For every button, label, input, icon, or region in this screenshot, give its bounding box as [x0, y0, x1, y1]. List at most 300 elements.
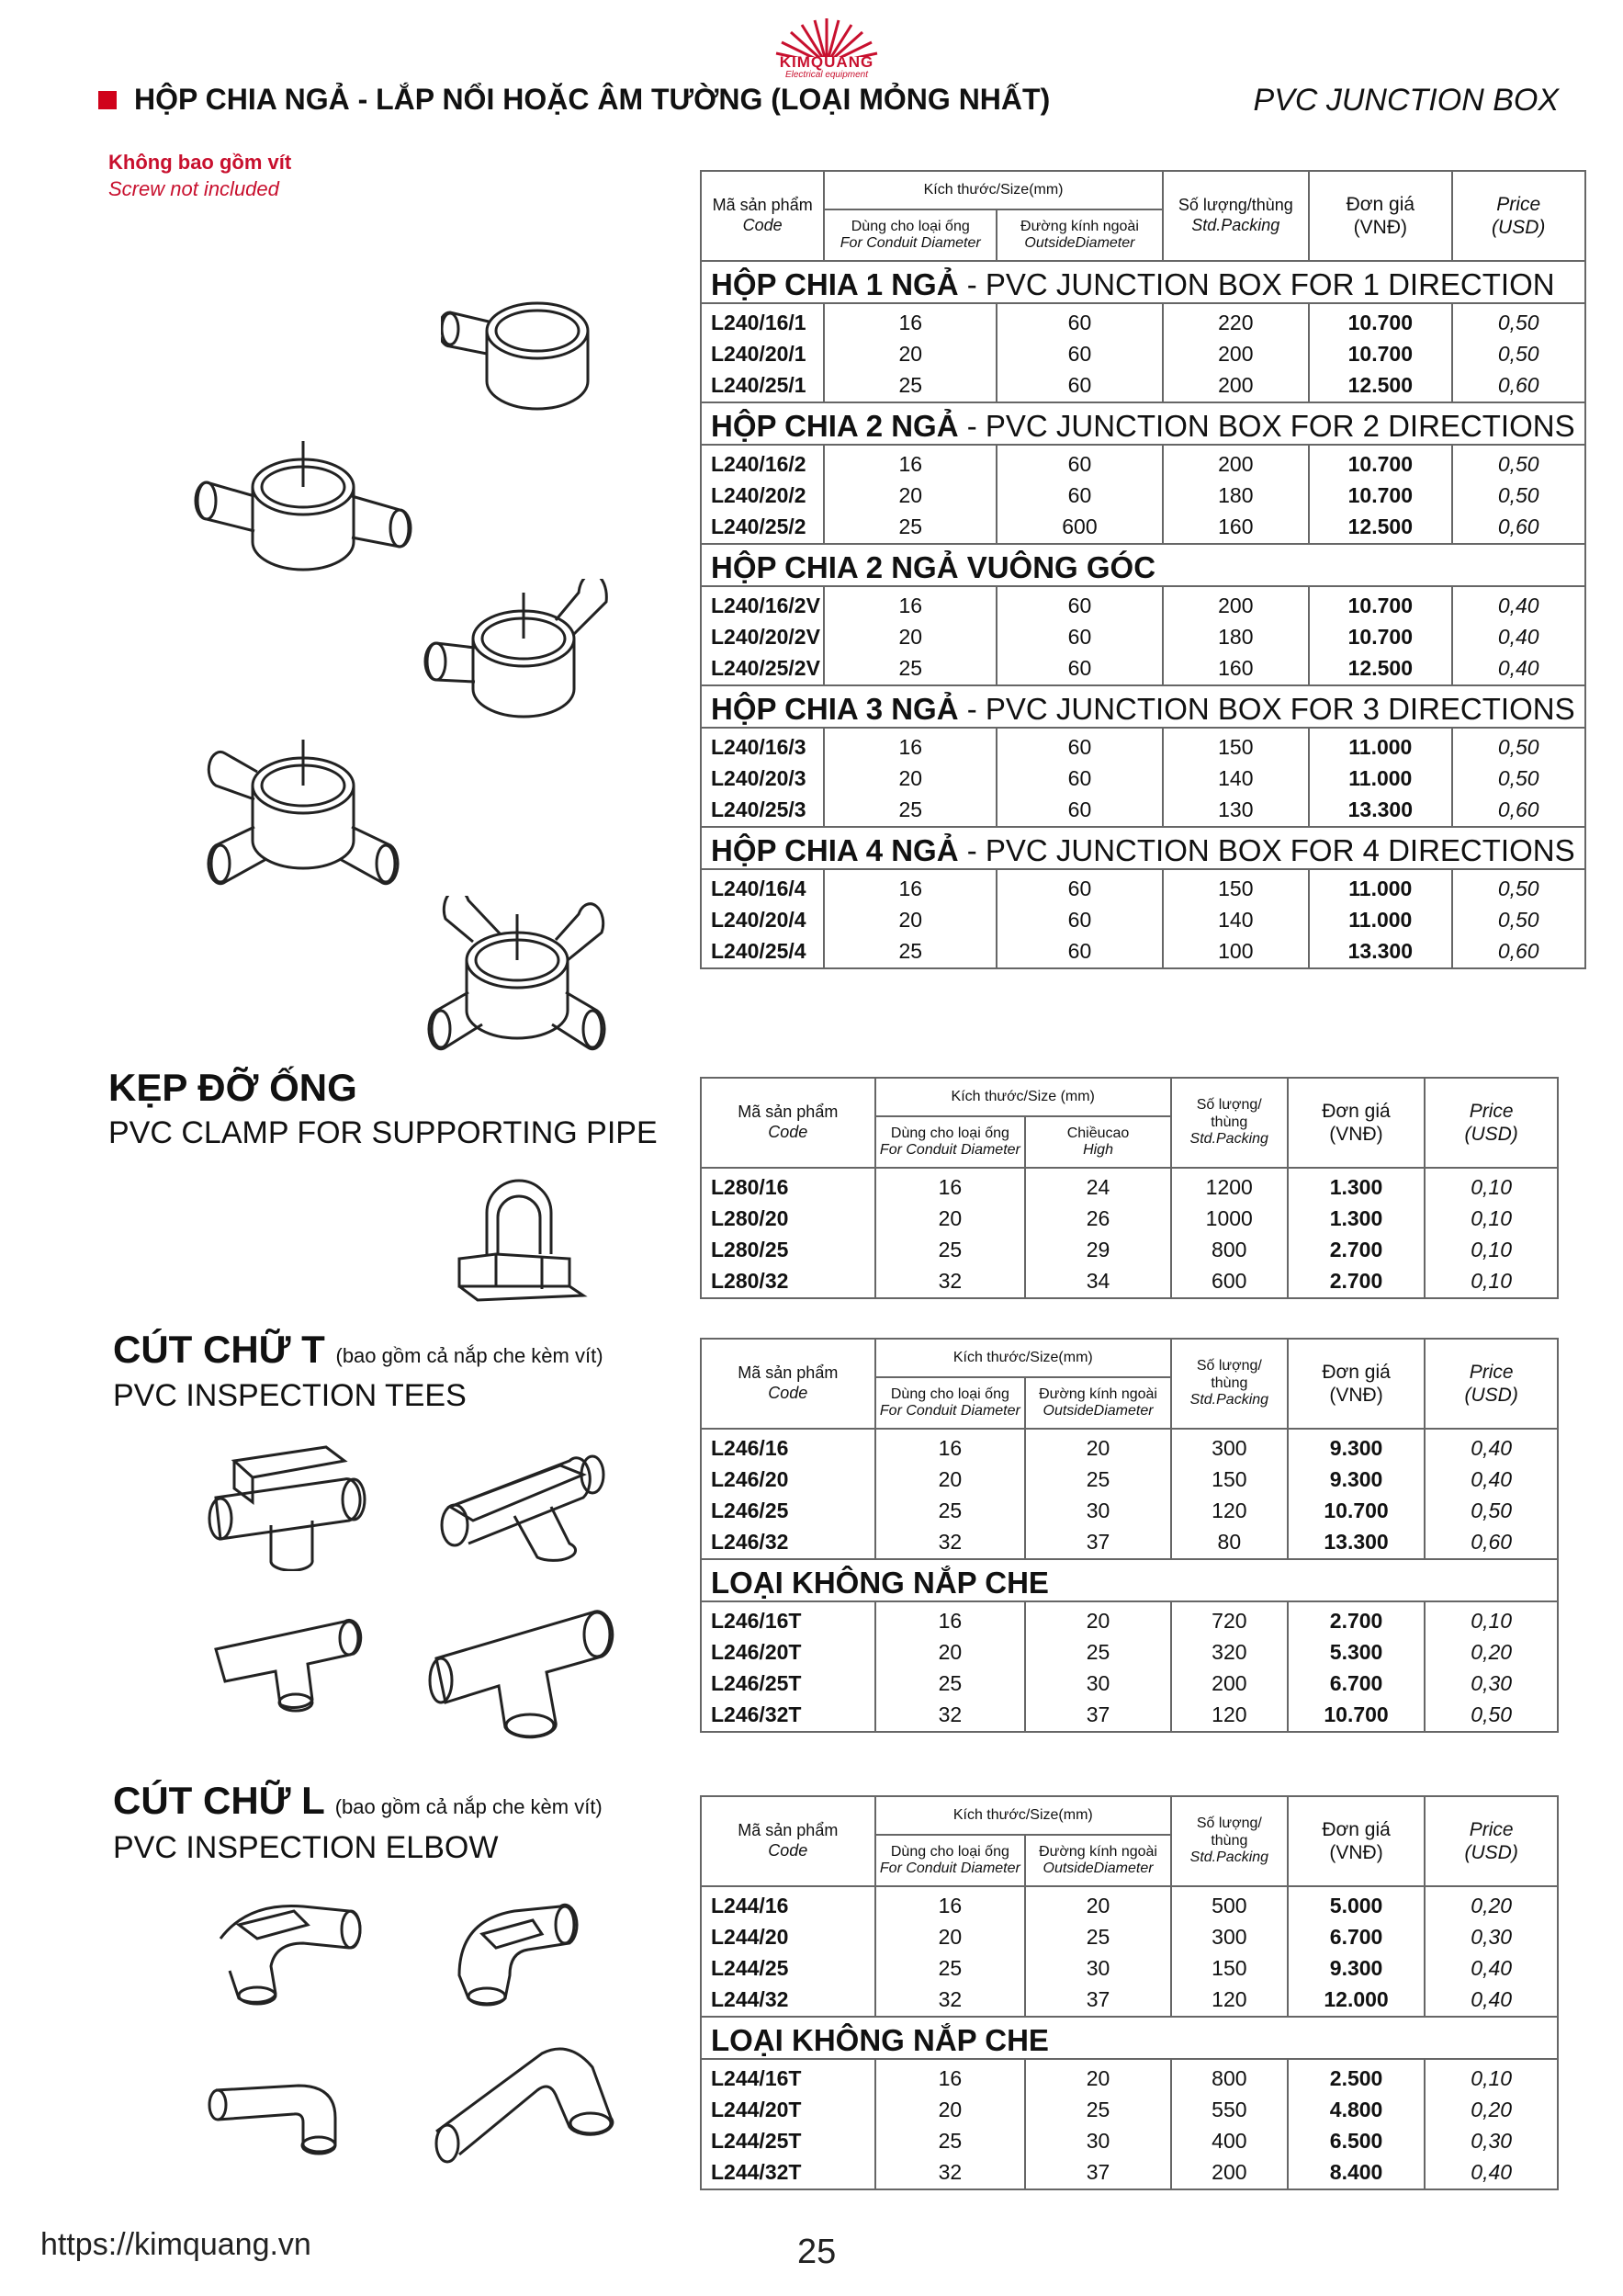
- cell-conduit: 25: [824, 508, 997, 544]
- cell-code: L240/16/4: [701, 869, 824, 901]
- cell-size2: 60: [997, 650, 1163, 685]
- cell-code: L246/25: [701, 1492, 875, 1523]
- table-row: [701, 335, 1585, 367]
- elbow-price-table: [700, 1795, 1559, 2190]
- cell-packing: 720: [1171, 1601, 1288, 1634]
- table-row: [701, 2059, 1558, 2091]
- cell-price-usd: 0,50: [1425, 1696, 1558, 1732]
- cell-conduit: 16: [824, 728, 997, 760]
- cell-code: L240/20/2V: [701, 618, 824, 650]
- cell-price-usd: 0,50: [1452, 901, 1585, 933]
- cell-code: L244/32: [701, 1981, 875, 2017]
- cell-code: L280/25: [701, 1231, 875, 1262]
- cell-size2: 60: [997, 477, 1163, 508]
- col-code-header: Mã sản phẩm Code: [701, 1796, 875, 1886]
- table-row: [701, 2091, 1558, 2122]
- col-packing-header: Số lượng/ thùng Std.Packing: [1171, 1078, 1288, 1168]
- col-outer-header: Đường kính ngoài OutsideDiameter: [997, 209, 1163, 261]
- inspection-elbow-covered-image-b: [441, 1883, 606, 2021]
- cell-conduit: 16: [875, 1601, 1026, 1634]
- table-row: [701, 445, 1585, 477]
- elbow-subtitle: PVC INSPECTION ELBOW: [113, 1830, 499, 1865]
- cell-packing: 150: [1171, 1950, 1288, 1981]
- cell-conduit: 20: [824, 335, 997, 367]
- cell-packing: 140: [1163, 760, 1309, 791]
- cell-conduit: 32: [875, 2154, 1026, 2189]
- junction-box-4-way-image: [418, 896, 615, 1066]
- cell-code: L244/20T: [701, 2091, 875, 2122]
- cell-code: L240/25/3: [701, 791, 824, 827]
- table-row: [701, 508, 1585, 544]
- cell-price-vnd: 6.700: [1288, 1918, 1426, 1950]
- cell-price-vnd: 4.800: [1288, 2091, 1426, 2122]
- group-header-row: [701, 685, 1585, 728]
- col-size-header: Kích thước/Size (mm): [875, 1078, 1171, 1116]
- group-header-row: [701, 261, 1585, 303]
- cell-price-vnd: 10.700: [1309, 335, 1452, 367]
- col-size-header: Kích thước/Size(mm): [875, 1339, 1171, 1377]
- cell-price-vnd: 13.300: [1309, 791, 1452, 827]
- clamp-title: KẸP ĐỠ ỐNG: [108, 1066, 357, 1109]
- cell-code: L240/20/1: [701, 335, 824, 367]
- table-row: [701, 303, 1585, 335]
- cell-size2: 29: [1025, 1231, 1171, 1262]
- cell-packing: 200: [1163, 586, 1309, 618]
- note-vn: Không bao gồm vít: [108, 151, 292, 174]
- cell-conduit: 20: [875, 1634, 1026, 1665]
- cell-price-usd: 0,40: [1425, 2154, 1558, 2189]
- table-row: [701, 933, 1585, 968]
- cell-packing: 200: [1171, 1665, 1288, 1696]
- cell-conduit: 20: [824, 901, 997, 933]
- col-size-header: Kích thước/Size(mm): [875, 1796, 1171, 1835]
- group-title-english: - PVC JUNCTION BOX FOR 2 DIRECTIONS: [958, 409, 1575, 443]
- cell-price-vnd: 2.700: [1288, 1262, 1426, 1298]
- cell-price-usd: 0,60: [1425, 1523, 1558, 1559]
- cell-price-vnd: 9.300: [1288, 1429, 1426, 1461]
- cell-price-usd: 0,60: [1452, 367, 1585, 402]
- cell-conduit: 20: [824, 760, 997, 791]
- cell-packing: 140: [1163, 901, 1309, 933]
- table-row: [701, 586, 1585, 618]
- cell-code: L240/16/3: [701, 728, 824, 760]
- cell-packing: 220: [1163, 303, 1309, 335]
- cell-size2: 20: [1025, 1886, 1171, 1918]
- cell-packing: 1000: [1171, 1200, 1288, 1231]
- cell-price-vnd: 10.700: [1288, 1492, 1426, 1523]
- cell-size2: 25: [1025, 2091, 1171, 2122]
- cell-code: L280/16: [701, 1168, 875, 1200]
- cell-price-usd: 0,50: [1452, 445, 1585, 477]
- page-title-english: PVC JUNCTION BOX: [1253, 83, 1559, 118]
- cell-code: L280/32: [701, 1262, 875, 1298]
- cell-conduit: 32: [875, 1696, 1026, 1732]
- cell-price-vnd: 11.000: [1309, 728, 1452, 760]
- cell-price-vnd: 10.700: [1288, 1696, 1426, 1732]
- cell-size2: 60: [997, 760, 1163, 791]
- cell-price-usd: 0,50: [1452, 728, 1585, 760]
- cell-size2: 24: [1025, 1168, 1171, 1200]
- brand-name: KIMQUANG: [779, 53, 874, 71]
- col-packing-header: Số lượng/thùng Std.Packing: [1163, 171, 1309, 261]
- cell-price-usd: 0,30: [1425, 1918, 1558, 1950]
- note-en: Screw not included: [108, 177, 279, 200]
- table-row: [701, 1262, 1558, 1298]
- cell-price-vnd: 5.000: [1288, 1886, 1426, 1918]
- cell-price-vnd: 10.700: [1309, 477, 1452, 508]
- cell-size2: 60: [997, 335, 1163, 367]
- cell-price-usd: 0,20: [1425, 1886, 1558, 1918]
- table-row: [701, 901, 1585, 933]
- clamp-price-table: [700, 1077, 1559, 1299]
- cell-price-vnd: 10.700: [1309, 445, 1452, 477]
- cell-conduit: 20: [875, 1918, 1026, 1950]
- col-usd-header: Price (USD): [1425, 1339, 1558, 1429]
- pipe-clamp-image: [441, 1167, 588, 1305]
- cell-price-usd: 0,30: [1425, 1665, 1558, 1696]
- cell-price-usd: 0,50: [1452, 477, 1585, 508]
- cell-packing: 180: [1163, 477, 1309, 508]
- cell-size2: 60: [997, 445, 1163, 477]
- cell-conduit: 16: [824, 303, 997, 335]
- cell-conduit: 25: [824, 933, 997, 968]
- cell-price-usd: 0,10: [1425, 1168, 1558, 1200]
- cell-code: L244/25T: [701, 2122, 875, 2154]
- cell-code: L244/25: [701, 1950, 875, 1981]
- cell-conduit: 16: [875, 2059, 1026, 2091]
- cell-price-vnd: 2.500: [1288, 2059, 1426, 2091]
- cell-price-vnd: 2.700: [1288, 1601, 1426, 1634]
- cell-price-usd: 0,40: [1452, 650, 1585, 685]
- cell-packing: 180: [1163, 618, 1309, 650]
- group-title-english: - PVC JUNCTION BOX FOR 3 DIRECTIONS: [958, 692, 1575, 726]
- cell-size2: 60: [997, 901, 1163, 933]
- cell-conduit: 16: [875, 1168, 1026, 1200]
- cell-price-vnd: 10.700: [1309, 586, 1452, 618]
- cell-code: L240/25/2: [701, 508, 824, 544]
- cell-size2: 60: [997, 933, 1163, 968]
- cell-conduit: 20: [824, 477, 997, 508]
- group-title: HỘP CHIA 1 NGẢ: [711, 267, 959, 301]
- group-title: LOẠI KHÔNG NẮP CHE: [711, 2023, 1049, 2057]
- col-packing-header: Số lượng/ thùng Std.Packing: [1171, 1339, 1288, 1429]
- table-row: [701, 477, 1585, 508]
- cell-packing: 160: [1163, 650, 1309, 685]
- cell-conduit: 25: [875, 2122, 1026, 2154]
- cell-conduit: 16: [875, 1886, 1026, 1918]
- cell-code: L246/32: [701, 1523, 875, 1559]
- cell-code: L240/25/1: [701, 367, 824, 402]
- group-header-row: [701, 827, 1585, 869]
- group-header-row: [701, 2017, 1558, 2059]
- cell-price-usd: 0,10: [1425, 2059, 1558, 2091]
- cell-code: L246/25T: [701, 1665, 875, 1696]
- col-usd-header: Price (USD): [1425, 1078, 1558, 1168]
- col-conduit-header: Dùng cho loại ống For Conduit Diameter: [824, 209, 997, 261]
- cell-code: L240/16/2: [701, 445, 824, 477]
- cell-price-usd: 0,50: [1452, 869, 1585, 901]
- group-title-english: - PVC JUNCTION BOX FOR 1 DIRECTION: [958, 267, 1555, 301]
- cell-packing: 150: [1171, 1461, 1288, 1492]
- cell-price-usd: 0,10: [1425, 1601, 1558, 1634]
- cell-conduit: 25: [824, 367, 997, 402]
- cell-packing: 600: [1171, 1262, 1288, 1298]
- cell-packing: 300: [1171, 1918, 1288, 1950]
- group-title: LOẠI KHÔNG NẮP CHE: [711, 1566, 1049, 1600]
- cell-price-usd: 0,10: [1425, 1200, 1558, 1231]
- cell-code: L246/20T: [701, 1634, 875, 1665]
- cell-price-usd: 0,30: [1425, 2122, 1558, 2154]
- cell-size2: 30: [1025, 1665, 1171, 1696]
- website-url[interactable]: https://kimquang.vn: [40, 2227, 311, 2262]
- table-row: [701, 1429, 1558, 1461]
- cell-price-usd: 0,40: [1452, 618, 1585, 650]
- table-row: [701, 1634, 1558, 1665]
- tees-title: CÚT CHỮ T (bao gồm cả nắp che kèm vít): [113, 1328, 603, 1371]
- cell-packing: 100: [1163, 933, 1309, 968]
- cell-conduit: 32: [875, 1523, 1026, 1559]
- cell-price-usd: 0,40: [1425, 1429, 1558, 1461]
- cell-packing: 200: [1163, 445, 1309, 477]
- cell-conduit: 20: [824, 618, 997, 650]
- cell-conduit: 32: [875, 1262, 1026, 1298]
- cell-price-usd: 0,50: [1452, 335, 1585, 367]
- table-row: [701, 2122, 1558, 2154]
- cell-size2: 600: [997, 508, 1163, 544]
- cell-conduit: 20: [875, 1200, 1026, 1231]
- cell-conduit: 25: [875, 1492, 1026, 1523]
- junction-box-rows: [701, 261, 1585, 968]
- cell-code: L246/32T: [701, 1696, 875, 1732]
- junction-box-2-way-image: [188, 432, 418, 588]
- cell-code: L244/16: [701, 1886, 875, 1918]
- table-row: [701, 1523, 1558, 1559]
- cell-code: L240/25/2V: [701, 650, 824, 685]
- cell-conduit: 25: [875, 1665, 1026, 1696]
- col-conduit-header: Dùng cho loại ống For Conduit Diameter: [875, 1377, 1026, 1429]
- inspection-elbow-covered-image-a: [193, 1883, 377, 2021]
- cell-size2: 20: [1025, 1429, 1171, 1461]
- elbow-title: CÚT CHỮ L (bao gồm cả nắp che kèm vít): [113, 1779, 603, 1822]
- group-header-row: [701, 1559, 1558, 1601]
- junction-box-price-table: [700, 170, 1586, 969]
- cell-size2: 20: [1025, 1601, 1171, 1634]
- cell-packing: 500: [1171, 1886, 1288, 1918]
- cell-size2: 60: [997, 728, 1163, 760]
- cell-size2: 30: [1025, 2122, 1171, 2154]
- group-title: HỘP CHIA 3 NGẢ: [711, 692, 959, 726]
- cell-packing: 200: [1171, 2154, 1288, 2189]
- col-usd-header: Price (USD): [1452, 171, 1585, 261]
- cell-price-vnd: 10.700: [1309, 618, 1452, 650]
- col-conduit-header: Dùng cho loại ống For Conduit Diameter: [875, 1835, 1026, 1886]
- col-vnd-header: Đơn giá (VNĐ): [1288, 1339, 1426, 1429]
- cell-size2: 34: [1025, 1262, 1171, 1298]
- cell-price-vnd: 12.000: [1288, 1981, 1426, 2017]
- cell-price-vnd: 13.300: [1309, 933, 1452, 968]
- cell-price-vnd: 11.000: [1309, 760, 1452, 791]
- cell-conduit: 16: [824, 869, 997, 901]
- tees-price-table: [700, 1338, 1559, 1733]
- table-row: [701, 1168, 1558, 1200]
- cell-conduit: 32: [875, 1981, 1026, 2017]
- cell-packing: 160: [1163, 508, 1309, 544]
- cell-price-usd: 0,50: [1452, 303, 1585, 335]
- group-title-english: - PVC JUNCTION BOX FOR 4 DIRECTIONS: [958, 833, 1575, 867]
- cell-size2: 20: [1025, 2059, 1171, 2091]
- cell-code: L246/16: [701, 1429, 875, 1461]
- cell-size2: 37: [1025, 1696, 1171, 1732]
- table-row: [701, 760, 1585, 791]
- cell-price-vnd: 9.300: [1288, 1950, 1426, 1981]
- cell-code: L240/20/3: [701, 760, 824, 791]
- cell-packing: 550: [1171, 2091, 1288, 2122]
- cell-size2: 37: [1025, 2154, 1171, 2189]
- page-number: 25: [797, 2233, 837, 2271]
- brand-tagline: Electrical equipment: [784, 70, 869, 80]
- inspection-tee-plain-image-a: [207, 1603, 372, 1723]
- cell-code: L244/32T: [701, 2154, 875, 2189]
- tees-rows: [701, 1429, 1558, 1732]
- cell-conduit: 25: [875, 1950, 1026, 1981]
- table-row: [701, 650, 1585, 685]
- cell-code: L240/20/2: [701, 477, 824, 508]
- cell-code: L244/20: [701, 1918, 875, 1950]
- group-title: HỘP CHIA 2 NGẢ VUÔNG GÓC: [711, 550, 1156, 584]
- cell-code: L280/20: [701, 1200, 875, 1231]
- col-code-header: Mã sản phẩm Code: [701, 1078, 875, 1168]
- cell-conduit: 20: [875, 1461, 1026, 1492]
- cell-price-vnd: 1.300: [1288, 1168, 1426, 1200]
- cell-price-usd: 0,50: [1425, 1492, 1558, 1523]
- cell-price-vnd: 12.500: [1309, 650, 1452, 685]
- inspection-elbow-plain-image-a: [207, 2053, 372, 2173]
- col-conduit-header: Dùng cho loại ống For Conduit Diameter: [875, 1116, 1026, 1168]
- table-row: [701, 1231, 1558, 1262]
- cell-size2: 30: [1025, 1492, 1171, 1523]
- table-row: [701, 1950, 1558, 1981]
- cell-price-usd: 0,20: [1425, 1634, 1558, 1665]
- inspection-tee-plain-image-b: [418, 1594, 625, 1746]
- cell-size2: 60: [997, 791, 1163, 827]
- cell-price-vnd: 13.300: [1288, 1523, 1426, 1559]
- tees-subtitle: PVC INSPECTION TEES: [113, 1378, 467, 1413]
- col-packing-header: Số lượng/ thùng Std.Packing: [1171, 1796, 1288, 1886]
- cell-price-vnd: 10.700: [1309, 303, 1452, 335]
- cell-price-usd: 0,40: [1425, 1461, 1558, 1492]
- clamp-subtitle: PVC CLAMP FOR SUPPORTING PIPE: [108, 1115, 658, 1150]
- cell-price-usd: 0,50: [1452, 760, 1585, 791]
- col-vnd-header: Đơn giá (VNĐ): [1288, 1796, 1426, 1886]
- table-row: [701, 1918, 1558, 1950]
- cell-price-vnd: 9.300: [1288, 1461, 1426, 1492]
- cell-packing: 200: [1163, 335, 1309, 367]
- col-vnd-header: Đơn giá (VNĐ): [1309, 171, 1452, 261]
- cell-price-vnd: 11.000: [1309, 901, 1452, 933]
- group-title: HỘP CHIA 2 NGẢ: [711, 409, 959, 443]
- cell-price-usd: 0,40: [1425, 1981, 1558, 2017]
- junction-box-2-way-angle-image: [418, 579, 615, 726]
- cell-conduit: 16: [824, 445, 997, 477]
- table-row: [701, 1461, 1558, 1492]
- inspection-tee-covered-image-a: [197, 1433, 372, 1571]
- cell-size2: 25: [1025, 1461, 1171, 1492]
- cell-price-usd: 0,60: [1452, 508, 1585, 544]
- group-title: HỘP CHIA 4 NGẢ: [711, 833, 959, 867]
- cell-price-vnd: 12.500: [1309, 508, 1452, 544]
- cell-packing: 150: [1163, 869, 1309, 901]
- cell-packing: 130: [1163, 791, 1309, 827]
- cell-price-usd: 0,40: [1452, 586, 1585, 618]
- cell-packing: 800: [1171, 2059, 1288, 2091]
- elbow-title-note: (bao gồm cả nắp che kèm vít): [334, 1795, 603, 1818]
- inspection-elbow-plain-image-b: [423, 2017, 625, 2177]
- cell-size2: 37: [1025, 1523, 1171, 1559]
- col-usd-header: Price (USD): [1425, 1796, 1558, 1886]
- cell-packing: 120: [1171, 1696, 1288, 1732]
- cell-price-vnd: 6.700: [1288, 1665, 1426, 1696]
- cell-packing: 320: [1171, 1634, 1288, 1665]
- table-row: [701, 791, 1585, 827]
- table-row: [701, 1886, 1558, 1918]
- cell-price-usd: 0,60: [1452, 791, 1585, 827]
- cell-price-usd: 0,10: [1425, 1262, 1558, 1298]
- cell-packing: 80: [1171, 1523, 1288, 1559]
- cell-packing: 1200: [1171, 1168, 1288, 1200]
- cell-code: L246/20: [701, 1461, 875, 1492]
- cell-conduit: 16: [875, 1429, 1026, 1461]
- table-row: [701, 618, 1585, 650]
- cell-code: L240/20/4: [701, 901, 824, 933]
- cell-price-usd: 0,10: [1425, 1231, 1558, 1262]
- col-code-header: Mã sản phẩm Code: [701, 171, 824, 261]
- cell-size2: 25: [1025, 1634, 1171, 1665]
- col-outer-header: Đường kính ngoài OutsideDiameter: [1025, 1377, 1171, 1429]
- cell-packing: 400: [1171, 2122, 1288, 2154]
- junction-box-3-way-image: [188, 735, 418, 900]
- cell-conduit: 20: [875, 2091, 1026, 2122]
- table-row: [701, 728, 1585, 760]
- table-row: [701, 1981, 1558, 2017]
- cell-price-vnd: 5.300: [1288, 1634, 1426, 1665]
- table-row: [701, 1601, 1558, 1634]
- cell-size2: 37: [1025, 1981, 1171, 2017]
- cell-price-usd: 0,40: [1425, 1950, 1558, 1981]
- table-row: [701, 1665, 1558, 1696]
- cell-code: L244/16T: [701, 2059, 875, 2091]
- cell-code: L246/16T: [701, 1601, 875, 1634]
- cell-size2: 60: [997, 303, 1163, 335]
- cell-code: L240/16/2V: [701, 586, 824, 618]
- cell-size2: 60: [997, 618, 1163, 650]
- cell-packing: 150: [1163, 728, 1309, 760]
- cell-price-vnd: 11.000: [1309, 869, 1452, 901]
- cell-size2: 60: [997, 367, 1163, 402]
- cell-code: L240/25/4: [701, 933, 824, 968]
- col-vnd-header: Đơn giá (VNĐ): [1288, 1078, 1426, 1168]
- inspection-tee-covered-image-b: [432, 1433, 615, 1571]
- col-high-header: Chiềucao High: [1025, 1116, 1171, 1168]
- cell-price-usd: 0,60: [1452, 933, 1585, 968]
- junction-box-1-way-image: [441, 280, 597, 423]
- col-code-header: Mã sản phẩm Code: [701, 1339, 875, 1429]
- cell-packing: 300: [1171, 1429, 1288, 1461]
- cell-size2: 60: [997, 586, 1163, 618]
- tees-title-note: (bao gồm cả nắp che kèm vít): [335, 1344, 603, 1367]
- group-header-row: [701, 544, 1585, 586]
- clamp-rows: [701, 1168, 1558, 1298]
- cell-packing: 800: [1171, 1231, 1288, 1262]
